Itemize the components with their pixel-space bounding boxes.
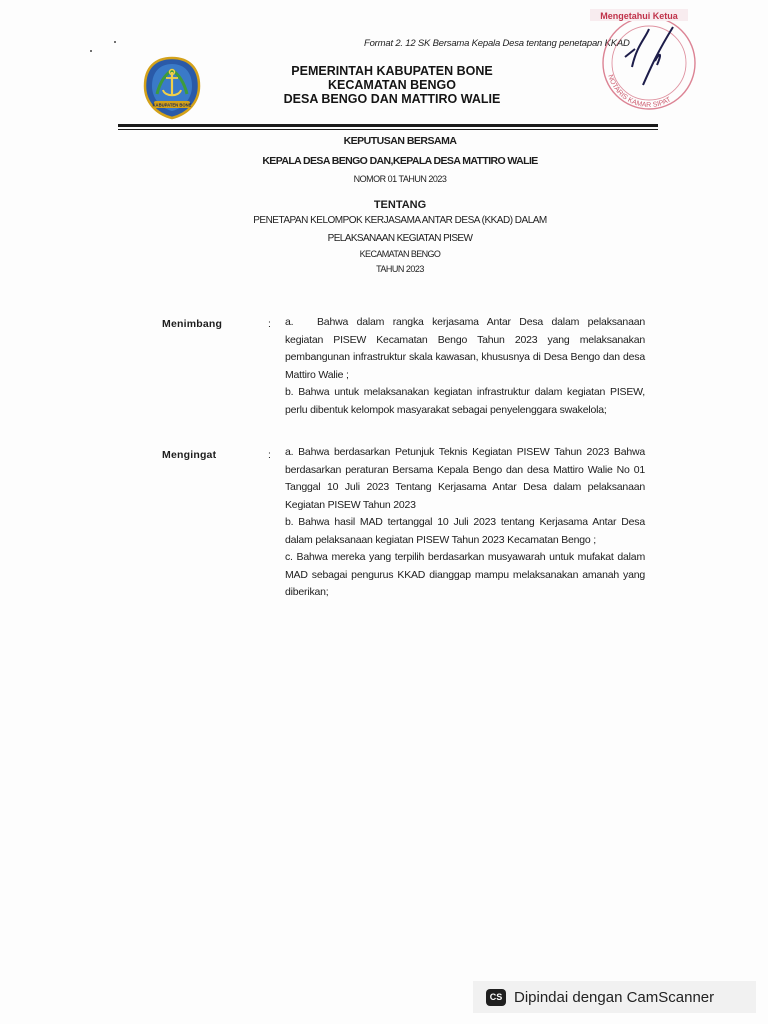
decree-subheading: KEPALA DESA BENGO DAN,KEPALA DESA MATTIRO WALIE — [262, 155, 538, 167]
letterhead-district: KECAMATAN BENGO — [327, 78, 456, 92]
letterhead-government: PEMERINTAH KABUPATEN BONE — [291, 64, 493, 78]
signature-mark — [625, 27, 673, 85]
stamp-ring-text: NOTARIS KAMAR SIPAT — [606, 73, 673, 110]
menimbang-section — [285, 314, 645, 419]
letterhead — [244, 64, 540, 106]
letterhead-village: DESA BENGO DAN MATTIRO WALIE — [283, 92, 501, 106]
menimbang-item-a — [285, 314, 645, 384]
decree-about: TENTANG — [373, 199, 427, 211]
stamp-header-text: Mengetahui Ketua — [600, 11, 678, 21]
camscanner-icon: CS — [486, 989, 506, 1006]
mengingat-item-c: c. Bahwa mereka yang terpilih berdasarkan musyawarah untuk mufakat dalam MAD sebagai pengurus KKAD dianggap mampu melaksanakan amanah yang diberikan; — [285, 551, 645, 598]
emblem-label: KABUPATEN BONE — [152, 102, 192, 108]
decree-subject-line2: PELAKSANAAN KEGIATAN PISEW — [327, 233, 473, 244]
mengingat-label: Mengingat — [162, 449, 217, 461]
decree-district: KECAMATAN BENGO — [359, 249, 441, 259]
menimbang-item-a-text: Bahwa dalam rangka kerjasama Antar Desa dalam pelaksanaan kegiatan PISEW Kecamatan Bengo Tahun 2023 yang melaksanakan pembangunan infrastruktur skala kawasan, khususnya di Desa Bengo dan desa Mattiro Walie ; — [285, 316, 645, 381]
menimbang-colon: : — [268, 318, 271, 330]
decree-number: NOMOR 01 TAHUN 2023 — [353, 174, 447, 184]
regency-emblem-logo — [141, 56, 203, 120]
svg-text:NOTARIS KAMAR SIPAT — [606, 74, 672, 109]
menimbang-item-a-marker: a. — [285, 316, 294, 328]
camscanner-text: Dipindai dengan CamScanner — [514, 988, 715, 1006]
mengingat-colon: : — [268, 449, 271, 461]
scan-speck — [90, 50, 92, 52]
mengingat-section — [285, 444, 645, 602]
scan-speck — [114, 41, 116, 43]
letterhead-rule — [118, 124, 658, 127]
menimbang-label: Menimbang — [162, 318, 223, 330]
official-stamp — [585, 5, 697, 113]
letterhead-rule-thin — [118, 129, 658, 130]
mengingat-item-b: b. Bahwa hasil MAD tertanggal 10 Juli 2023 tentang Kerjasama Antar Desa dalam pelaksanaan kegiatan PISEW Tahun 2023 Kecamatan Bengo ; — [285, 516, 645, 546]
decree-heading: KEPUTUSAN BERSAMA — [343, 135, 457, 147]
menimbang-item-b: b. Bahwa untuk melaksanakan kegiatan infrastruktur dalam kegiatan PISEW, perlu dibentuk kelompok masyarakat sebagai penyelenggara swakelola; — [285, 386, 645, 416]
camscanner-watermark — [473, 981, 756, 1013]
decree-subject-line1: PENETAPAN KELOMPOK KERJASAMA ANTAR DESA (KKAD) DALAM — [253, 215, 547, 226]
decree-year: TAHUN 2023 — [376, 264, 424, 274]
format-note: Format 2. 12 SK Bersama Kepala Desa tentang penetapan KKAD — [364, 38, 630, 49]
mengingat-item-a: a. Bahwa berdasarkan Petunjuk Teknis Kegiatan PISEW Tahun 2023 Bahwa berdasarkan peraturan Bersama Kepala Bengo dan desa Mattiro Walie No 01 Tanggal 10 Juli 2023 Tentang Kerjasama Antar Desa dalam pelaksanaan Kegiatan PISEW Tahun 2023 — [285, 446, 645, 511]
